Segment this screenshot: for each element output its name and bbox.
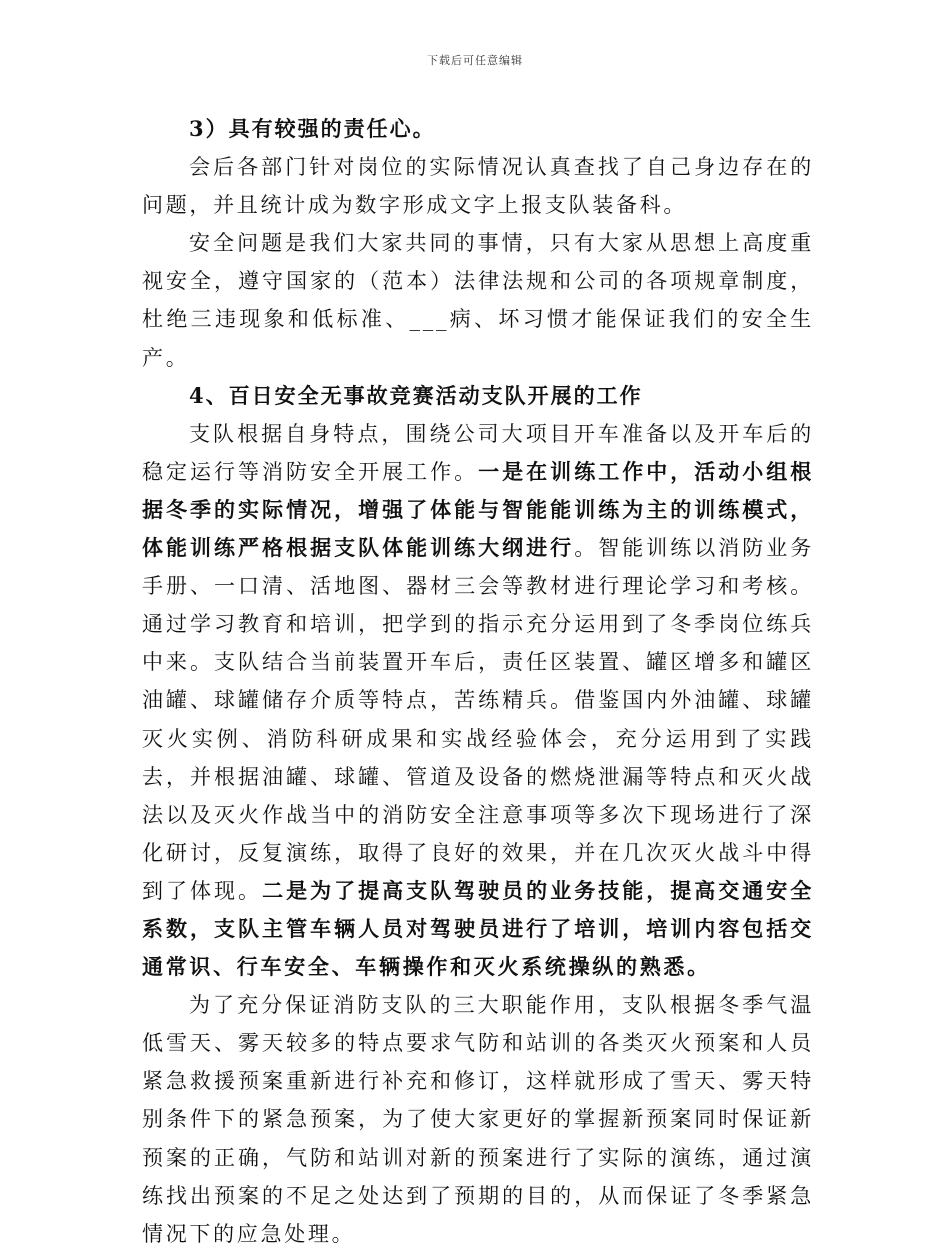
paragraph-3-bold-1: 一是在训练工作中，活动小组根据冬季的实际情况，增强了体能与智能能训练为主的训练模式，体能训练严格根据支队体能训练大纲进行	[142, 458, 814, 561]
paragraph-2: 安全问题是我们大家共同的事情，只有大家从思想上高度重视安全，遵守国家的（范本）法律法规和公司的各项规章制度，杜绝三违现象和低标准、___病、坏习惯才能保证我们的安全生产。	[142, 231, 814, 370]
section-heading-3: 3）具有较强的责任心。	[189, 116, 436, 141]
paragraph-3-sentence-1: 支队根据自身特点，围绕公司大项目开车准备以及开车后的稳定运行等消防安全开展工作。	[142, 421, 814, 484]
page-header: 下载后可任意编辑	[427, 54, 523, 67]
paragraph-1: 会后各部门针对岗位的实际情况认真查找了自己身边存在的问题，并且统计成为数字形成文字上报支队装备科。	[142, 155, 814, 218]
paragraph-4: 为了充分保证消防支队的三大职能作用，支队根据冬季气温低雪天、雾天较多的特点要求气防和站训的各类灭火预案和人员紧急救援预案重新进行补充和修订，这样就形成了雪天、雾天特别条件下的紧急预案，为了使大家更好的掌握新预案同时保证新预案的正确，气防和站训对新的预案进行了实际的演练，通过演练找出预案的不足之处达到了预期的目的，从而保证了冬季紧急情况下的应急处理。	[142, 993, 814, 1246]
paragraph-3	[142, 415, 814, 986]
section-heading-4: 4、百日安全无事故竞赛活动支队开展的工作	[189, 382, 643, 408]
paragraph-3-sentence-3: 。智能训练以消防业务手册、一口清、活地图、器材三会等教材进行理论学习和考核。通过学习教育和培训，把学到的指示充分运用到了冬季岗位练兵中来。支队结合当前装置开车后，责任区装置、罐区增多和罐区油罐、球罐储存介质等特点，苦练精兵。借鉴国内外油罐、球罐灭火实例、消防科研成果和实战经验体会，充分运用到了实践去，并根据油罐、球罐、管道及设备的燃烧泄漏等特点和灭火战法以及灭火作战当中的消防安全注意事项等多次下现场进行了深化研讨，反复演练，取得了良好的效果，并在几次灭火战斗中得到了体现。	[142, 536, 814, 903]
paragraph-3-bold-2: 二是为了提高支队驾驶员的业务技能，提高交通安全系数，支队主管车辆人员对驾驶员进行了培训，培训内容包括交通常识、行车安全、车辆操作和灭火系统操纵的熟悉。	[142, 877, 814, 980]
document-body	[142, 110, 814, 1253]
